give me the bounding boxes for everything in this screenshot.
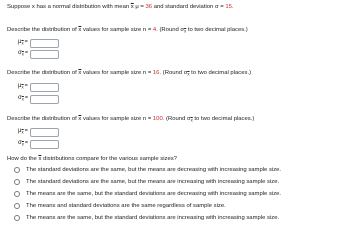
option-2[interactable] [14,176,281,188]
part-1-sd-input[interactable] [30,50,59,59]
mean-label: $\mu_{\overline{x}}=$ [18,39,28,46]
intro-text [7,3,234,11]
option-3[interactable] [14,188,281,200]
round-subscript: x [184,28,187,34]
part-2-sd-input[interactable] [30,95,59,104]
compare-options [14,164,281,224]
n-value: 100. [152,116,165,122]
round-a: (Round σ [166,116,191,122]
round-a: (Round σ [162,70,188,76]
mean-label: $\mu_{\overline{x}}=$ [18,128,28,135]
n-label: n = [142,27,152,33]
intro-text-a: Suppose x has a normal distribution with mean [7,4,130,10]
option-label: The standard deviations are the same, but the means are decreasing with increasing sample size. [26,167,282,173]
prompt-a: Describe the distribution of [7,116,77,122]
xbar-symbol: $\overline{x}$ [78,116,82,122]
radio-button[interactable] [14,191,20,197]
option-1[interactable] [14,164,281,176]
round-b: to two decimal places.) [191,70,252,76]
part-3-mean-row [18,127,59,137]
round-b: to two decimal places.) [194,116,255,122]
part-2-prompt [7,69,251,79]
option-label: The standard deviations are the same, but the means are increasing with increasing sample size. [26,179,280,185]
round-a: (Round σ [159,27,185,33]
part-1-mean-input[interactable] [30,39,59,48]
part-1-sd-row [18,49,59,59]
mean-value: 36 [145,4,153,10]
xbar-symbol: $\overline{x}$ [38,156,42,162]
compare-question [7,155,177,163]
prompt-b: values for sample size [82,70,142,76]
part-3-mean-input[interactable] [30,128,59,137]
n-value: 16. [152,70,162,76]
round-subscript: x [187,71,190,77]
part-1-mean-row [18,38,59,48]
n-value: 4. [152,27,158,33]
option-5[interactable] [14,212,281,224]
mean-label: $\mu_{\overline{x}}=$ [18,83,28,90]
round-subscript: x [190,117,193,123]
part-1-prompt [7,26,248,36]
prompt-b: values for sample size [82,116,142,122]
radio-button[interactable] [14,203,20,209]
sd-label: $\sigma_{\overline{x}}=$ [18,140,29,147]
radio-button[interactable] [14,179,20,185]
sd-label: $\sigma_{\overline{x}}=$ [18,95,29,102]
round-b: to two decimal places.) [187,27,248,33]
mean-eq: = [140,4,144,10]
sd-eq: = [220,4,224,10]
part-2-mean-row [18,82,59,92]
part-3-prompt [7,115,254,125]
part-2-sd-row [18,94,59,104]
option-label: The means are the same, but the standard deviations are decreasing with increasing sample size. [26,191,282,197]
option-label: The means and standard deviations are the same regardless of sample size. [26,203,226,209]
n-label: n = [142,70,152,76]
prompt-a: Describe the distribution of [7,27,77,33]
xbar-symbol: $\overline{x}$ [78,70,82,76]
part-2-mean-input[interactable] [30,83,59,92]
intro-text-b: and standard deviation [153,4,214,10]
x-variable: $\overline{x}$ [130,4,134,10]
prompt-a: Describe the distribution of [7,70,77,76]
option-4[interactable] [14,200,281,212]
prompt-b: values for sample size [82,27,142,33]
question-a: How do the [7,156,37,162]
part-3-sd-input[interactable] [30,140,59,149]
part-3-sd-row [18,139,59,149]
sigma-symbol: σ [214,4,219,10]
radio-button[interactable] [14,167,20,173]
mean-symbol: μ [135,4,139,10]
sd-label: $\sigma_{\overline{x}}=$ [18,50,29,57]
n-label: n = [142,116,152,122]
question-b: distributions compare for the various sample sizes? [43,156,177,162]
xbar-symbol: $\overline{x}$ [78,27,82,33]
radio-button[interactable] [14,215,20,221]
option-label: The means are the same, but the standard deviations are increasing with increasing sample size. [26,215,280,221]
sd-value: 15. [225,4,234,10]
